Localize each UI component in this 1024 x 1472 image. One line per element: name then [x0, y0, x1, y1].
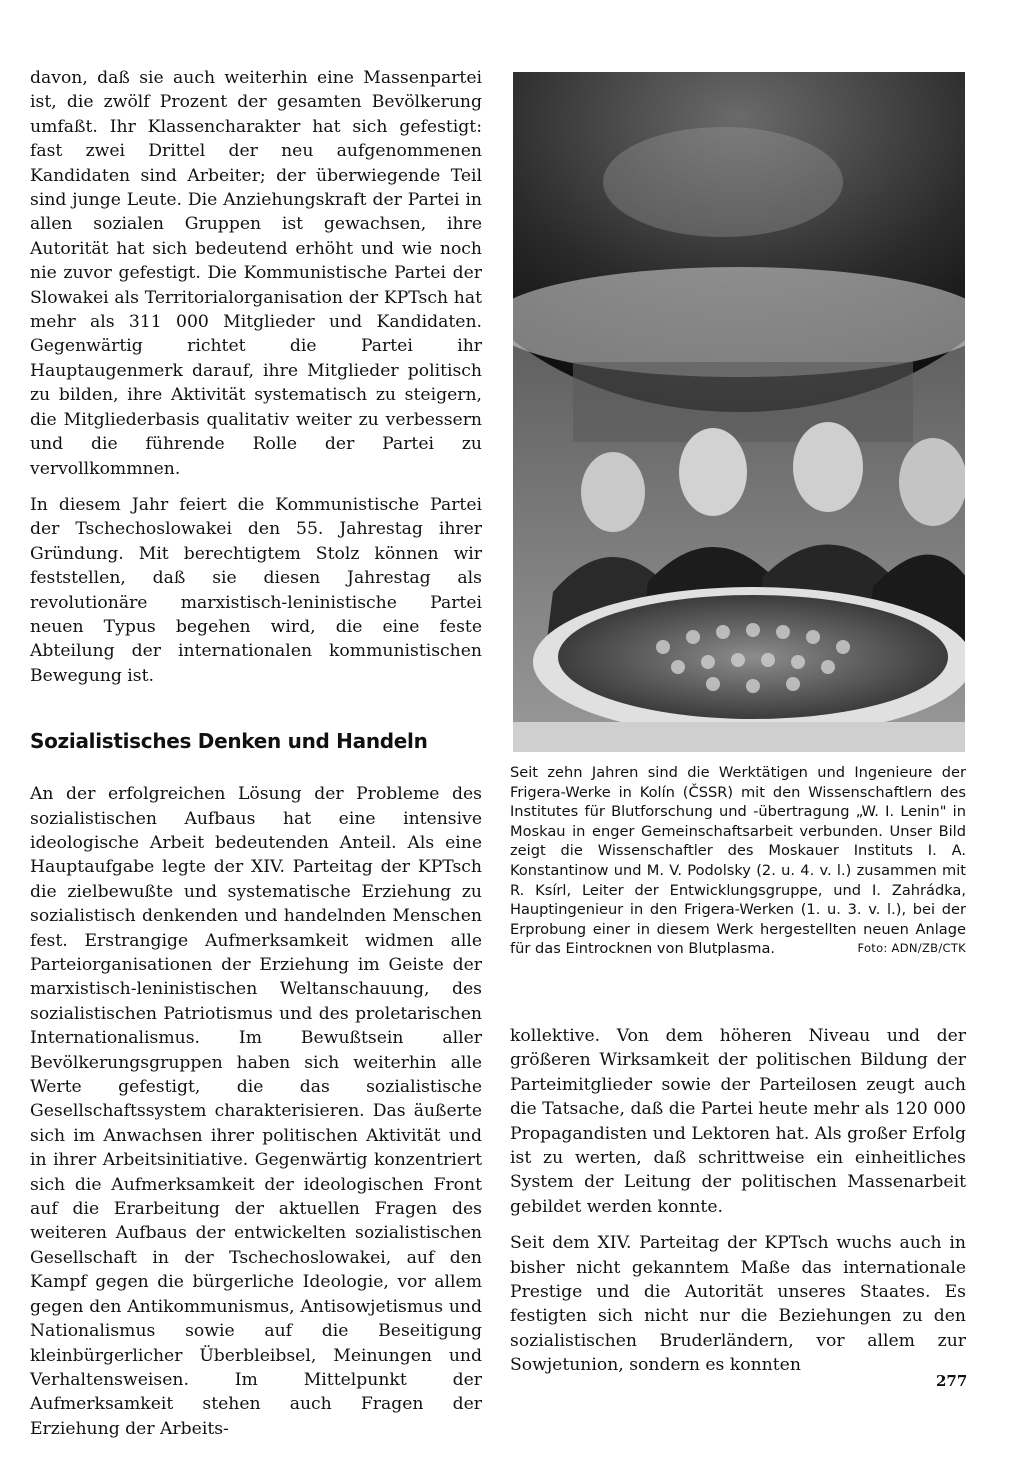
paragraph-international-prestige: Seit dem XIV. Parteitag der KPTsch wuchs auch in bisher nicht gekanntem Maße das internationale Prestige und die Autorität unseres Staates. Es festigten sich nicht nur die Beziehungen zu den sozialistischen Bruderländern, vor allem zur Sowjetunion, sondern es konnten	[510, 1233, 966, 1376]
left-column	[30, 66, 482, 1453]
photo-credit: Foto: ADN/ZB/CTK	[857, 941, 966, 956]
paragraph-political-education: kollektive. Von dem höheren Niveau und der größeren Wirksamkeit der politischen Bildung der Parteimitglieder sowie der Parteilosen zeugt auch die Tatsache, daß die Partei heute mehr als 120 000 Propagandisten und Lektoren hat. Als großer Erfolg ist zu werten, daß schrittweise ein einheitliches System der Leitung der politischen Massenarbeit gebildet werden konnte.	[510, 1026, 966, 1217]
caption-text: Seit zehn Jahren sind die Werktätigen und Ingenieure der Frigera-Werke in Kolín (ČSSR) mit den Wissenschaftlern des Institutes für Blutforschung und -übertragung „W. I. Lenin" in Moskau in enger Gemeinschaftsarbeit verbunden. Unser Bild zeigt die Wissenschaftler des Moskauer Instituts I. A. Konstantinow und M. V. Podolsky (2. u. 4. v. l.) zusammen mit R. Ksírl, Leiter der Entwicklungsgruppe, und I. Zahrádka, Hauptingenieur in den Frigera-Werken (1. u. 3. v. l.), bei der Erprobung einer in diesem Werk hergestellten neuen Anlage für das Eintrocknen von Blutplasma.	[510, 764, 966, 958]
paragraph-party-membership: davon, daß sie auch weiterhin eine Massenpartei ist, die zwölf Prozent der gesamten Bevölkerung umfaßt. Ihr Klassencharakter hat sich gefestigt: fast zwei Drittel der neu aufgenommenen Kandidaten sind Arbeiter; der überwiegende Teil sind junge Leute. Die Anziehungskraft der Partei in allen sozialen Gruppen ist gewachsen, ihre Autorität hat sich bedeutend erhöht und wie noch nie zuvor gefestigt. Die Kommunistische Partei der Slowakei als Territorialorganisation der KPTsch hat mehr als 311 000 Mitglieder und Kandidaten. Gegenwärtig richtet die Partei ihr Hauptaugenmerk darauf, ihre Mitglieder politisch zu bilden, ihre Aktivität systematisch zu steigern, die Mitgliederbasis qualitativ weiter zu verbessern und die führende Rolle der Partei zu vervollkommnen.	[30, 68, 482, 479]
page-number: 277	[936, 1372, 968, 1390]
paragraph-anniversary: In diesem Jahr feiert die Kommunistische Partei der Tschechoslowakei den 55. Jahrestag ihrer Gründung. Mit berechtigtem Stolz können wir feststellen, daß sie diesen Jahrestag als revolutionäre marxistisch-leninistische Partei neuen Typus begehen wird, die eine feste Abteilung der internationalen kommunistischen Bewegung ist.	[30, 494, 482, 686]
section-heading: Sozialistisches Denken und Handeln	[30, 729, 428, 754]
photo-illustration	[513, 72, 965, 752]
paragraph-ideological-work: An der erfolgreichen Lösung der Probleme des sozialistischen Aufbaus hat eine intensive ideologische Arbeit bedeutenden Anteil. Als eine Hauptaufgabe legte der XIV. Parteitag der KPTsch die zielbewußte und systematische Erziehung zu sozialistisch denkenden und handelnden Menschen fest. Erstrangige Aufmerksamkeit widmen alle Parteiorganisationen der Erziehung im Geiste der marxistisch-leninistischen Weltanschauung, des sozialistischen Patriotismus und des proletarischen Internationalismus. Im Bewußtsein aller Bevölkerungsgruppen haben sich weiterhin alle Werte gefestigt, die das sozialistische Gesellschaftssystem charakterisieren. Das äußerte sich im Anwachsen ihrer politischen Aktivität und in ihrer Arbeitsinitiative. Gegenwärtig konzentriert sich die Aufmerksamkeit der ideologischen Front auf die Erarbeitung der aktuellen Fragen des weiteren Aufbaus der entwickelten sozialistischen Gesellschaft in der Tschechoslowakei, auf den Kampf gegen die bürgerliche Ideologie, vor allem gegen den Antikommunismus, Antisowjetismus und Nationalismus sowie auf die Beseitigung kleinbürgerlicher Überbleibsel, Meinungen und Verhaltensweisen. Im Mittelpunkt der Aufmerksamkeit stehen auch Fragen der Erziehung der Arbeits-	[30, 784, 482, 1439]
photo-caption	[510, 763, 966, 959]
photo-blood-plasma-apparatus	[513, 72, 965, 752]
right-column	[510, 1024, 966, 1390]
